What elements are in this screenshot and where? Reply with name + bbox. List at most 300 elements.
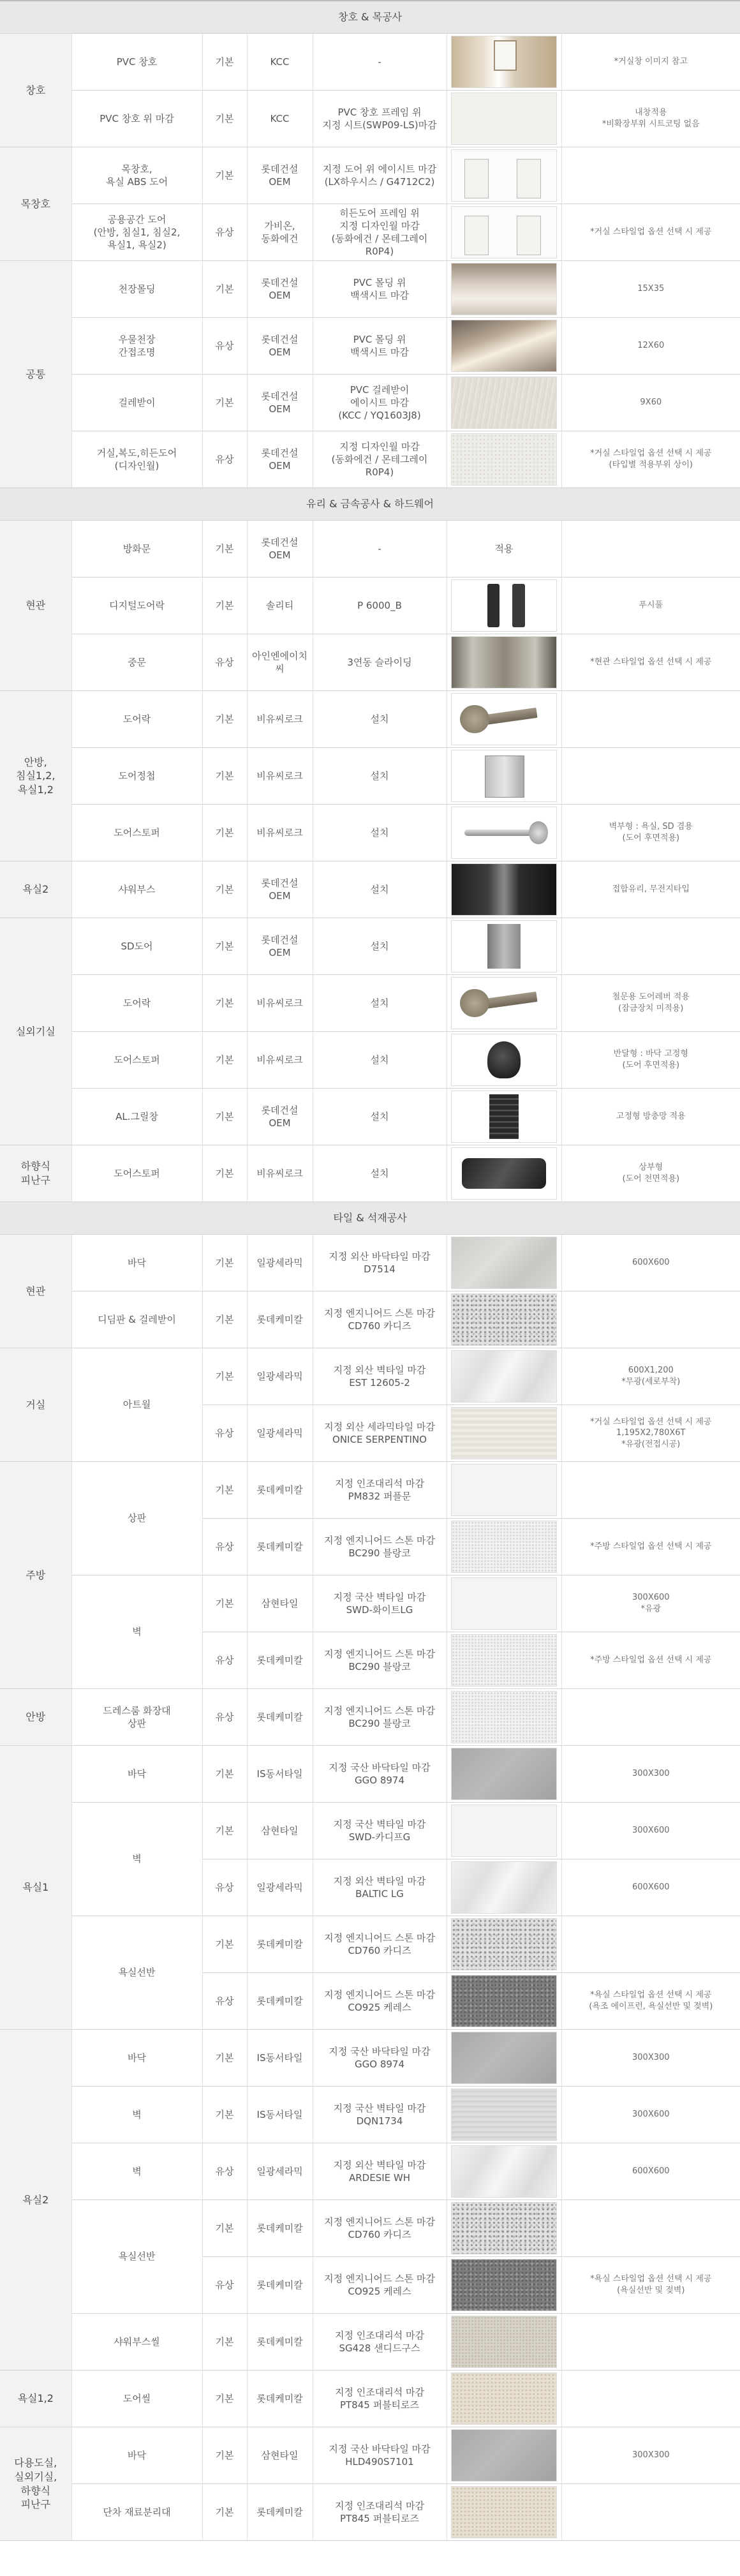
item-name: 단차 재료분리대	[71, 2484, 202, 2541]
room-label: 공통	[0, 261, 71, 488]
table-row	[0, 1689, 740, 1746]
finish-spec: 지정 엔지니어드 스톤 마감 BC290 블랑코	[313, 1689, 447, 1746]
room-label: 창호	[0, 34, 71, 147]
finish-spec: 지정 엔지니어드 스톤 마감 CD760 카디즈	[313, 1292, 447, 1348]
maker-name: 아인엔에이치씨	[247, 634, 313, 691]
grade-badge: 기본	[202, 2087, 247, 2143]
maker-name: 비유씨로크	[247, 1032, 313, 1089]
finish-spec: 지정 엔지니어드 스톤 마감 CD760 카디즈	[313, 1916, 447, 1973]
item-name: 걸레받이	[71, 375, 202, 431]
maker-name: 롯데건설 OEM	[247, 918, 313, 975]
material-swatch-image	[451, 263, 557, 315]
grade-badge: 기본	[202, 2314, 247, 2371]
note-text	[561, 2314, 740, 2371]
maker-name: KCC	[247, 91, 313, 147]
swatch-cell	[447, 1973, 561, 2030]
finish-spec: 설치	[313, 1089, 447, 1145]
finish-spec: 지정 엔지니어드 스톤 마감 CD760 카디즈	[313, 2200, 447, 2257]
table-row	[0, 1348, 740, 1405]
material-swatch-image	[451, 1805, 557, 1857]
table-row	[0, 375, 740, 431]
grade-badge: 기본	[202, 375, 247, 431]
material-swatch-image	[451, 1091, 557, 1143]
maker-name: 롯데건설 OEM	[247, 1089, 313, 1145]
maker-name: 롯데건설 OEM	[247, 318, 313, 375]
swatch-cell	[447, 1519, 561, 1575]
room-label: 욕실2	[0, 2030, 71, 2371]
material-swatch-image	[451, 1034, 557, 1086]
finish-spec: PVC 창호 프레임 위 지정 시트(SWP09-LS)마감	[313, 91, 447, 147]
finish-spec: 지정 엔지니어드 스톤 마감 CO925 케레스	[313, 2257, 447, 2314]
material-swatch-image	[451, 2486, 557, 2538]
table-row	[0, 521, 740, 577]
finish-spec: 지정 외산 벽타일 마감 EST 12605-2	[313, 1348, 447, 1405]
material-swatch-image	[451, 2145, 557, 2198]
finish-spec: 히든도어 프레임 위 지정 디자인월 마감 (동화에건 / 몬테그레이 R0P4)	[313, 204, 447, 261]
swatch-cell	[447, 918, 561, 975]
item-name: 도어락	[71, 975, 202, 1032]
material-swatch-image	[451, 2316, 557, 2368]
grade-badge: 유상	[202, 1632, 247, 1689]
swatch-cell	[447, 1632, 561, 1689]
grade-badge: 기본	[202, 748, 247, 805]
table-row	[0, 1746, 740, 1803]
finish-spec: 지정 외산 벽타일 마감 ARDESIE WH	[313, 2143, 447, 2200]
note-text: *거실 스타일업 옵션 선택 시 제공 (타입별 적용부위 상이)	[561, 431, 740, 488]
swatch-cell	[447, 1405, 561, 1462]
grade-badge: 기본	[202, 34, 247, 91]
item-name: 벽	[71, 1803, 202, 1916]
room-label: 주방	[0, 1462, 71, 1689]
maker-name: 롯데케미칼	[247, 2200, 313, 2257]
finish-spec: 지정 외산 바닥타일 마감 D7514	[313, 1235, 447, 1292]
swatch-cell	[447, 861, 561, 918]
material-swatch-image	[451, 1407, 557, 1459]
swatch-cell	[447, 1859, 561, 1916]
swatch-cell	[447, 375, 561, 431]
maker-name: 롯데케미칼	[247, 1973, 313, 2030]
maker-name: 롯데건설 OEM	[247, 261, 313, 318]
note-text: 600X1,200 *무광(세로부착)	[561, 1348, 740, 1405]
item-name: 드레스룸 화장대 상판	[71, 1689, 202, 1746]
material-swatch-image	[451, 2032, 557, 2084]
maker-name: 롯데케미칼	[247, 1632, 313, 1689]
note-text	[561, 918, 740, 975]
swatch-cell	[447, 91, 561, 147]
finish-spec: 지정 국산 벽타일 마감 SWD-카디프G	[313, 1803, 447, 1859]
swatch-cell	[447, 975, 561, 1032]
grade-badge: 유상	[202, 1689, 247, 1746]
finish-spec: 지정 국산 벽타일 마감 DQN1734	[313, 2087, 447, 2143]
table-row	[0, 147, 740, 204]
item-name: 중문	[71, 634, 202, 691]
table-row	[0, 204, 740, 261]
finish-spec: 설치	[313, 805, 447, 861]
maker-name: 비유씨로크	[247, 748, 313, 805]
material-swatch-image	[451, 149, 557, 202]
table-row	[0, 2371, 740, 2427]
item-name: 방화문	[71, 521, 202, 577]
note-text	[561, 2200, 740, 2257]
note-text: *거실 스타일업 옵션 선택 시 제공 1,195X2,780X6T *유광(전접시공)	[561, 1405, 740, 1462]
maker-name: 일광세라믹	[247, 1348, 313, 1405]
material-swatch-image	[451, 1464, 557, 1516]
swatch-cell	[447, 2484, 561, 2541]
maker-name: 롯데케미칼	[247, 1916, 313, 1973]
material-swatch-image	[451, 1521, 557, 1573]
table-row	[0, 861, 740, 918]
material-swatch-image	[451, 863, 557, 916]
material-swatch-image	[451, 1293, 557, 1346]
material-swatch-image	[451, 1691, 557, 1743]
maker-name: IS동서타일	[247, 2030, 313, 2087]
grade-badge: 기본	[202, 805, 247, 861]
finish-spec: 지정 인조대리석 마감 PT845 퍼블티로즈	[313, 2484, 447, 2541]
grade-badge: 기본	[202, 1348, 247, 1405]
note-text	[561, 2484, 740, 2541]
maker-name: 롯데건설 OEM	[247, 861, 313, 918]
grade-badge: 기본	[202, 2484, 247, 2541]
swatch-cell	[447, 1803, 561, 1859]
finish-spec: 3연동 슬라이딩	[313, 634, 447, 691]
maker-name: 솔리티	[247, 577, 313, 634]
swatch-cell	[447, 1032, 561, 1089]
grade-badge: 기본	[202, 577, 247, 634]
swatch-cell	[447, 2427, 561, 2484]
item-name: 벽	[71, 1575, 202, 1689]
finish-spec: 지정 엔지니어드 스톤 마감 BC290 블랑코	[313, 1519, 447, 1575]
maker-name: 롯데건설 OEM	[247, 521, 313, 577]
grade-badge: 기본	[202, 521, 247, 577]
grade-badge: 기본	[202, 1145, 247, 1202]
maker-name: IS동서타일	[247, 1746, 313, 1803]
item-name: PVC 창호 위 마감	[71, 91, 202, 147]
note-text: 300X600 *유광	[561, 1575, 740, 1632]
swatch-cell	[447, 1575, 561, 1632]
note-text: 내창적용 *비확장부위 시트코팅 없음	[561, 91, 740, 147]
maker-name: 일광세라믹	[247, 2143, 313, 2200]
grade-badge: 기본	[202, 975, 247, 1032]
note-text: 12X60	[561, 318, 740, 375]
item-name: 아트월	[71, 1348, 202, 1462]
maker-name: 비유씨로크	[247, 1145, 313, 1202]
finish-spec: 설치	[313, 691, 447, 748]
note-text	[561, 2371, 740, 2427]
note-text	[561, 748, 740, 805]
item-name: 상판	[71, 1462, 202, 1575]
swatch-cell	[447, 2200, 561, 2257]
finish-spec: 설치	[313, 861, 447, 918]
swatch-cell	[447, 2257, 561, 2314]
table-row	[0, 261, 740, 318]
section-header	[0, 1202, 740, 1235]
room-label: 현관	[0, 1235, 71, 1348]
grade-badge: 기본	[202, 1803, 247, 1859]
item-name: 도어씰	[71, 2371, 202, 2427]
item-name: 거실,복도,히든도어 (디자인월)	[71, 431, 202, 488]
table-row	[0, 2030, 740, 2087]
table-row	[0, 1575, 740, 1632]
maker-name: 롯데케미칼	[247, 1292, 313, 1348]
room-label: 다용도실, 실외기실, 하향식 피난구	[0, 2427, 71, 2541]
maker-name: 롯데건설 OEM	[247, 147, 313, 204]
material-swatch-image	[451, 636, 557, 689]
note-text: 고정형 방충망 적용	[561, 1089, 740, 1145]
grade-badge: 기본	[202, 1292, 247, 1348]
material-swatch-image	[451, 433, 557, 486]
maker-name: 롯데케미칼	[247, 1519, 313, 1575]
item-name: 목창호, 욕실 ABS 도어	[71, 147, 202, 204]
note-text: 9X60	[561, 375, 740, 431]
maker-name: 롯데건설 OEM	[247, 431, 313, 488]
finish-spec: 지정 인조대리석 마감 PT845 퍼블티로즈	[313, 2371, 447, 2427]
swatch-cell	[447, 2371, 561, 2427]
table-row	[0, 918, 740, 975]
maker-name: 롯데케미칼	[247, 2257, 313, 2314]
room-label: 현관	[0, 521, 71, 691]
table-row	[0, 2484, 740, 2541]
swatch-cell	[447, 431, 561, 488]
material-swatch-image	[451, 977, 557, 1029]
grade-badge: 기본	[202, 2371, 247, 2427]
note-text: *주방 스타일업 옵션 선택 시 제공	[561, 1632, 740, 1689]
maker-name: 가비온, 동화에건	[247, 204, 313, 261]
finish-spec: 지정 디자인월 마감 (동화에건 / 몬테그레이 R0P4)	[313, 431, 447, 488]
finish-spec: PVC 걸레받이 에이시트 마감 (KCC / YQ1603J8)	[313, 375, 447, 431]
room-label: 하향식 피난구	[0, 1145, 71, 1202]
grade-badge: 기본	[202, 1235, 247, 1292]
material-swatch-image	[451, 2088, 557, 2141]
grade-badge: 기본	[202, 861, 247, 918]
finish-spec: -	[313, 521, 447, 577]
grade-badge: 기본	[202, 1575, 247, 1632]
material-swatch-image	[451, 1918, 557, 1970]
swatch-cell	[447, 318, 561, 375]
material-swatch-image	[451, 93, 557, 145]
note-text	[561, 691, 740, 748]
finish-spec: 지정 엔지니어드 스톤 마감 CO925 케레스	[313, 1973, 447, 2030]
note-text	[561, 1689, 740, 1746]
material-swatch-image	[451, 206, 557, 258]
grade-badge: 기본	[202, 91, 247, 147]
finish-spec: 지정 외산 세라믹타일 마감 ONICE SERPENTINO	[313, 1405, 447, 1462]
grade-badge: 유상	[202, 318, 247, 375]
table-row	[0, 34, 740, 91]
finish-spec: 설치	[313, 975, 447, 1032]
swatch-cell	[447, 34, 561, 91]
material-swatch-image	[451, 1237, 557, 1289]
maker-name: 일광세라믹	[247, 1405, 313, 1462]
item-name: 샤워부스씰	[71, 2314, 202, 2371]
note-text: 상부형 (도어 천면적용)	[561, 1145, 740, 1202]
table-row	[0, 1032, 740, 1089]
swatch-cell	[447, 204, 561, 261]
table-row	[0, 2143, 740, 2200]
grade-badge: 기본	[202, 1916, 247, 1973]
grade-badge: 유상	[202, 1859, 247, 1916]
swatch-cell	[447, 1746, 561, 1803]
table-row	[0, 1462, 740, 1519]
grade-badge: 기본	[202, 1746, 247, 1803]
swatch-cell	[447, 1292, 561, 1348]
room-label: 욕실1,2	[0, 2371, 71, 2427]
note-text: 300X600	[561, 2087, 740, 2143]
item-name: 바닥	[71, 1746, 202, 1803]
section-title: 타일 & 석재공사	[0, 1202, 740, 1235]
material-swatch-image	[451, 2429, 557, 2482]
table-row	[0, 748, 740, 805]
room-label: 안방	[0, 1689, 71, 1746]
finish-spec: 설치	[313, 918, 447, 975]
note-text: 푸시풀	[561, 577, 740, 634]
material-swatch-image	[451, 1975, 557, 2027]
table-row	[0, 2200, 740, 2257]
material-swatch-image	[451, 807, 557, 859]
note-text: *거실 스타일업 옵션 선택 시 제공	[561, 204, 740, 261]
item-name: 공용공간 도어 (안방, 침실1, 침실2, 욕실1, 욕실2)	[71, 204, 202, 261]
maker-name: 비유씨로크	[247, 975, 313, 1032]
item-name: 욕실선반	[71, 1916, 202, 2030]
item-name: 디지털도어락	[71, 577, 202, 634]
maker-name: 롯데건설 OEM	[247, 375, 313, 431]
maker-name: 일광세라믹	[247, 1235, 313, 1292]
finish-spec: -	[313, 34, 447, 91]
item-name: 도어스토퍼	[71, 1032, 202, 1089]
table-row	[0, 1235, 740, 1292]
item-name: 욕실선반	[71, 2200, 202, 2314]
table-row	[0, 1089, 740, 1145]
swatch-cell	[447, 2143, 561, 2200]
material-swatch-image	[451, 920, 557, 972]
note-text: 15X35	[561, 261, 740, 318]
table-row	[0, 691, 740, 748]
finish-spec: 지정 국산 바닥타일 마감 GGO 8974	[313, 1746, 447, 1803]
item-name: 도어스토퍼	[71, 805, 202, 861]
section-title: 유리 & 금속공사 & 하드웨어	[0, 488, 740, 521]
grade-badge: 기본	[202, 1089, 247, 1145]
material-swatch-image	[451, 1147, 557, 1200]
material-swatch-image	[451, 2259, 557, 2311]
finish-spec: 설치	[313, 748, 447, 805]
room-label: 욕실1	[0, 1746, 71, 2030]
note-text: 600X600	[561, 1235, 740, 1292]
room-label: 목창호	[0, 147, 71, 261]
table-row	[0, 318, 740, 375]
swatch-cell	[447, 2314, 561, 2371]
item-name: 벽	[71, 2087, 202, 2143]
grade-badge: 유상	[202, 1405, 247, 1462]
swatch-cell	[447, 2030, 561, 2087]
grade-badge: 유상	[202, 2143, 247, 2200]
grade-badge: 기본	[202, 261, 247, 318]
note-text: 300X300	[561, 2030, 740, 2087]
note-text	[561, 1462, 740, 1519]
material-swatch-image	[451, 320, 557, 372]
table-row	[0, 1145, 740, 1202]
swatch-cell	[447, 577, 561, 634]
note-text: *현관 스타일업 옵션 선택 시 제공	[561, 634, 740, 691]
swatch-cell	[447, 691, 561, 748]
swatch-cell	[447, 2087, 561, 2143]
finish-spec: PVC 몰딩 위 백색시트 마감	[313, 261, 447, 318]
note-text	[561, 521, 740, 577]
item-name: 도어스토퍼	[71, 1145, 202, 1202]
item-name: 도어정첩	[71, 748, 202, 805]
finish-spec: PVC 몰딩 위 백색시트 마감	[313, 318, 447, 375]
item-name: 우물천장 간접조명	[71, 318, 202, 375]
swatch-cell	[447, 748, 561, 805]
maker-name: 비유씨로크	[247, 691, 313, 748]
table-row	[0, 1292, 740, 1348]
item-name: 디딤판 & 걸레받이	[71, 1292, 202, 1348]
item-name: 바닥	[71, 2030, 202, 2087]
grade-badge: 기본	[202, 1462, 247, 1519]
material-swatch-image	[451, 2372, 557, 2425]
grade-badge: 유상	[202, 1519, 247, 1575]
finish-spec: 지정 인조대리석 마감 SG428 샌디드구스	[313, 2314, 447, 2371]
finish-spec: 지정 도어 위 에이시트 마감 (LX하우시스 / G4712C2)	[313, 147, 447, 204]
maker-name: 삼현타일	[247, 1575, 313, 1632]
note-text	[561, 147, 740, 204]
material-swatch-image	[451, 1634, 557, 1686]
table-row	[0, 1803, 740, 1859]
grade-badge: 기본	[202, 147, 247, 204]
item-name: 도어락	[71, 691, 202, 748]
swatch-cell	[447, 1145, 561, 1202]
item-name: 천장몰딩	[71, 261, 202, 318]
grade-badge: 유상	[202, 634, 247, 691]
swatch-cell	[447, 1689, 561, 1746]
maker-name: KCC	[247, 34, 313, 91]
swatch-cell	[447, 1462, 561, 1519]
material-swatch-image	[451, 1350, 557, 1403]
grade-badge: 기본	[202, 1032, 247, 1089]
section-header	[0, 1, 740, 34]
swatch-cell: 적용	[447, 521, 561, 577]
swatch-cell	[447, 1235, 561, 1292]
note-text: 벽부형 : 욕실, SD 겸용 (도어 후면적용)	[561, 805, 740, 861]
item-name: 샤워부스	[71, 861, 202, 918]
room-label: 거실	[0, 1348, 71, 1462]
material-swatch-image	[451, 693, 557, 745]
material-swatch-image	[451, 1748, 557, 1800]
maker-name: 롯데케미칼	[247, 2314, 313, 2371]
grade-badge: 유상	[202, 431, 247, 488]
swatch-cell	[447, 634, 561, 691]
table-row	[0, 805, 740, 861]
table-row	[0, 431, 740, 488]
finish-spec: 지정 국산 바닥타일 마감 HLD490S7101	[313, 2427, 447, 2484]
note-text: 접합유리, 무전지타입	[561, 861, 740, 918]
finish-spec: 지정 인조대리석 마감 PM832 퍼플문	[313, 1462, 447, 1519]
note-text	[561, 1292, 740, 1348]
note-text: 600X600	[561, 2143, 740, 2200]
item-name: 바닥	[71, 1235, 202, 1292]
swatch-cell	[447, 147, 561, 204]
note-text: *욕실 스타일업 옵션 선택 시 제공 (욕실선반 및 젖벽)	[561, 2257, 740, 2314]
table-row	[0, 2087, 740, 2143]
table-row	[0, 634, 740, 691]
note-text: 300X300	[561, 2427, 740, 2484]
table-row	[0, 2314, 740, 2371]
swatch-cell	[447, 1348, 561, 1405]
room-label: 욕실2	[0, 861, 71, 918]
swatch-cell	[447, 261, 561, 318]
item-name: AL.그릴창	[71, 1089, 202, 1145]
maker-name: 롯데케미칼	[247, 2484, 313, 2541]
finish-spec: 지정 국산 벽타일 마감 SWD-화이트LG	[313, 1575, 447, 1632]
maker-name: IS동서타일	[247, 2087, 313, 2143]
